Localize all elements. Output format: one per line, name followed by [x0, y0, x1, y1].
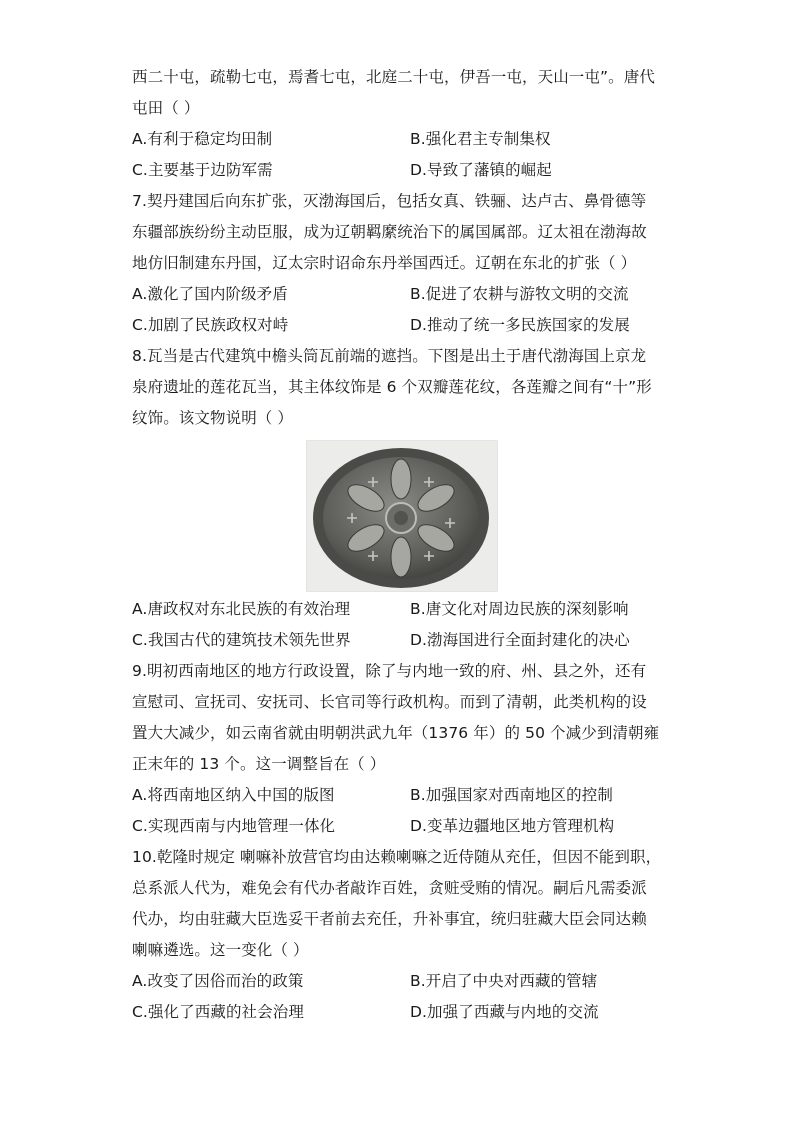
- q8-line-3: 纹饰。该文物说明（ ）: [132, 409, 294, 427]
- q7-option-b[interactable]: B.促进了农耕与游牧文明的交流: [410, 285, 629, 303]
- q6-option-c[interactable]: C.主要基于边防军需: [132, 161, 273, 179]
- q9-option-b[interactable]: B.加强国家对西南地区的控制: [410, 786, 613, 804]
- q6-option-a[interactable]: A.有利于稳定均田制: [132, 130, 273, 148]
- q9-line-3: 置大大减少，如云南省就由明朝洪武九年（1376 年）的 50 个减少到清朝雍: [132, 724, 660, 742]
- q6-option-b[interactable]: B.强化君主专制集权: [410, 130, 551, 148]
- q8-options-row-1: [132, 594, 672, 625]
- q8-option-b[interactable]: B.唐文化对周边民族的深刻影响: [410, 600, 629, 618]
- question-content: [132, 62, 672, 1028]
- q9-line-1: 9.明初西南地区的地方行政设置，除了与内地一致的府、州、县之外，还有: [132, 662, 647, 680]
- q8-line-2: 泉府遗址的莲花瓦当，其主体纹饰是 6 个双瓣莲花纹，各莲瓣之间有“十”形: [132, 378, 652, 396]
- q10-line-3: 代办，均由驻藏大臣选妥干者前去充任，升补事宜，统归驻藏大臣会同达赖: [132, 910, 647, 928]
- q7-option-d[interactable]: D.推动了统一多民族国家的发展: [410, 316, 630, 334]
- q9-line-2: 宣慰司、宣抚司、安抚司、长官司等行政机构。而到了清朝，此类机构的设: [132, 693, 647, 711]
- lotus-tile-photo: [306, 440, 498, 592]
- q9-option-a[interactable]: A.将西南地区纳入中国的版图: [132, 786, 335, 804]
- q10-option-b[interactable]: B.开启了中央对西藏的管辖: [410, 972, 598, 990]
- q6-line-2: 屯田（ ）: [132, 99, 200, 117]
- q10-options-row-1: [132, 966, 672, 997]
- q6-options-row-2: [132, 155, 672, 186]
- q7-line-1: 7.契丹建国后向东扩张，灭渤海国后，包括女真、铁骊、达卢古、鼻骨德等: [132, 192, 647, 210]
- q6-line-1: 西二十屯，疏勒七屯，焉耆七屯，北庭二十屯，伊吾一屯，天山一屯”。唐代: [132, 68, 655, 86]
- petal: [391, 537, 411, 577]
- tile-center-boss: [394, 511, 408, 525]
- q7-option-a[interactable]: A.激化了国内阶级矛盾: [132, 285, 288, 303]
- q7-options-row-1: [132, 279, 672, 310]
- lotus-tile-image: [307, 441, 497, 591]
- q9-option-d[interactable]: D.变革边疆地区地方管理机构: [410, 817, 615, 835]
- q7-option-c[interactable]: C.加剧了民族政权对峙: [132, 316, 289, 334]
- q7-line-2: 东疆部族纷纷主动臣服，成为辽朝羁縻统治下的属国属部。辽太祖在渤海故: [132, 223, 647, 241]
- q10-line-2: 总系派人代为，难免会有代办者敲诈百姓，贪赃受贿的情况。嗣后凡需委派: [132, 879, 647, 897]
- q10-options-row-2: [132, 997, 672, 1028]
- q10-option-d[interactable]: D.加强了西藏与内地的交流: [410, 1003, 599, 1021]
- q9-option-c[interactable]: C.实现西南与内地管理一体化: [132, 817, 336, 835]
- petal: [391, 459, 411, 499]
- q8-options-row-2: [132, 625, 672, 656]
- q7-options-row-2: [132, 310, 672, 341]
- q10-option-a[interactable]: A.改变了因俗而治的政策: [132, 972, 304, 990]
- q10-line-4: 喇嘛遴选。这一变化（ ）: [132, 941, 309, 959]
- q7-line-3: 地仿旧制建东丹国，辽太宗时诏命东丹举国西迁。辽朝在东北的扩张（ ）: [132, 254, 637, 272]
- q9-options-row-2: [132, 811, 672, 842]
- q10-line-1: 10.乾隆时规定 喇嘛补放营官均由达赖喇嘛之近侍随从充任，但因不能到职，: [132, 848, 662, 866]
- q8-option-d[interactable]: D.渤海国进行全面封建化的决心: [410, 631, 630, 649]
- q8-option-a[interactable]: A.唐政权对东北民族的有效治理: [132, 600, 351, 618]
- wadang-figure: [132, 440, 672, 592]
- q8-option-c[interactable]: C.我国古代的建筑技术领先世界: [132, 631, 351, 649]
- q10-option-c[interactable]: C.强化了西藏的社会治理: [132, 1003, 304, 1021]
- q8-line-1: 8.瓦当是古代建筑中檐头筒瓦前端的遮挡。下图是出土于唐代渤海国上京龙: [132, 347, 647, 365]
- q9-line-4: 正末年的 13 个。这一调整旨在（ ）: [132, 755, 386, 773]
- q9-options-row-1: [132, 780, 672, 811]
- q6-options-row-1: [132, 124, 672, 155]
- q6-option-d[interactable]: D.导致了藩镇的崛起: [410, 161, 552, 179]
